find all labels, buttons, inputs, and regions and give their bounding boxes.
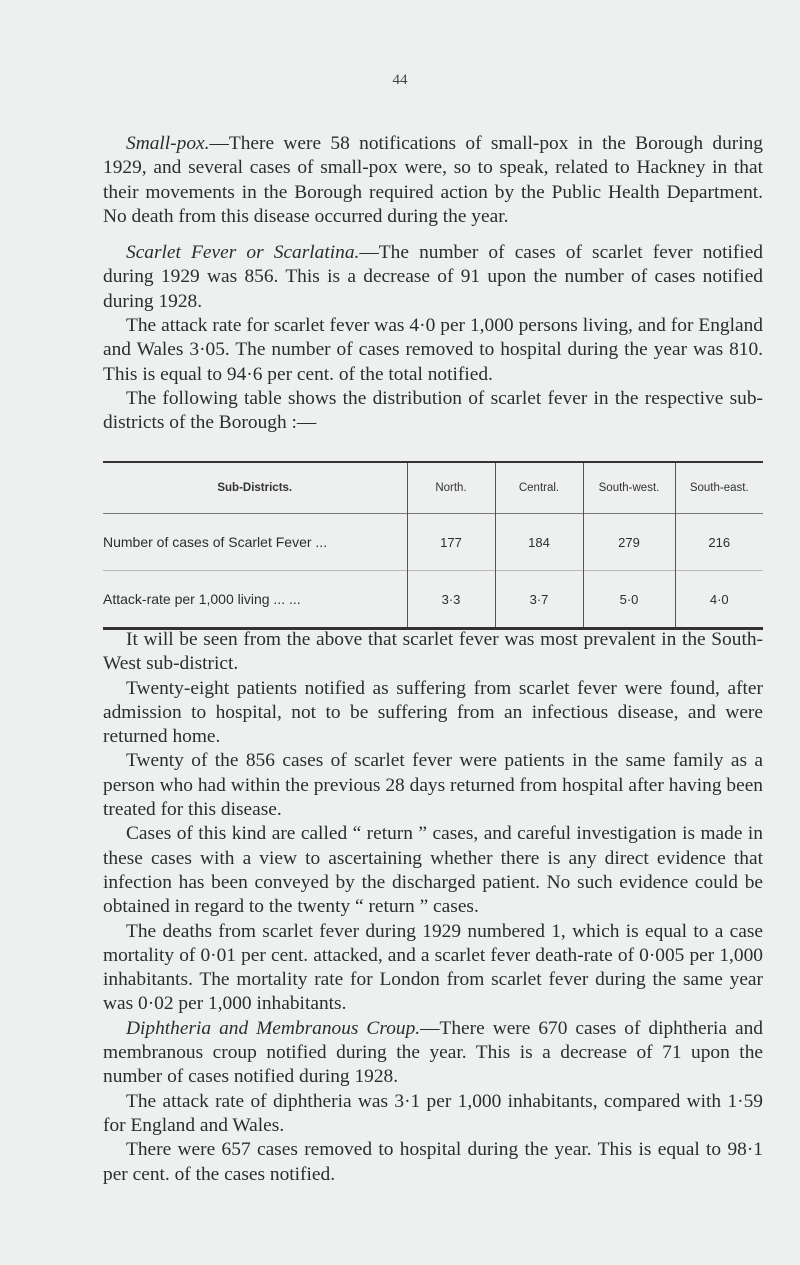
section-heading-scarlet-fever: Scarlet Fever or Scarlatina. [126,242,360,264]
column-header: Central. [495,462,583,514]
section-heading-diphtheria: Diphtheria and Membranous Croup. [126,1017,421,1039]
row-label: Number of cases of Scarlet Fever ... [103,534,328,550]
paragraph-not-infectious: Twenty-eight patients notified as suffering from scarlet fever were found, after admission to hospital, not to be suffering from an infectious disease, and were returned home. [103,677,763,748]
table-cell: 177 [407,514,495,571]
paragraph-prevalence: It will be seen from the above that scarlet fever was most prevalent in the South-West sub-district. [103,629,763,675]
table-cell: 3·7 [495,571,583,629]
table-cell: 184 [495,514,583,571]
paragraph-table-intro: The following table shows the distribution of scarlet fever in the respective sub-districts of the Borough :— [103,387,763,434]
row-label: Attack-rate per 1,000 living ... ... [103,591,301,607]
column-header: North. [407,462,495,514]
paragraph-return-cases: Cases of this kind are called “ return ” cases, and careful investigation is made in these cases with a view to ascertaining whether there is any direct evidence that infection has been conveyed by the discharged patient. No such evidence could be obtained in regard to the twenty “ return ” cases. [103,823,763,918]
paragraph-diphtheria: Diphtheria and Membranous Croup.—There were 670 cases of diphtheria and membranous croup notified during the year. This is a decrease of 71 upon the number of cases notified during 1928. [103,1017,763,1088]
table-header-row [103,462,763,514]
text-block-top [103,132,763,436]
paragraph-deaths: The deaths from scarlet fever during 1929 numbered 1, which is equal to a case mortality of 0·01 per cent. attacked, and a scarlet fever death-rate of 0·005 per 1,000 inhabitants. The mortality rate for London from scarlet fever during the same year was 0·02 per 1,000 inhabitants. [103,920,763,1015]
paragraph-same-family: Twenty of the 856 cases of scarlet fever were patients in the same family as a person who had within the previous 28 days returned from hospital after having been treated for this disease. [103,750,763,821]
column-header: Sub-Districts. [217,482,293,494]
paragraph-diphtheria-hospital: There were 657 cases removed to hospital during the year. This is equal to 98·1 per cent. of the cases notified. [103,1139,763,1185]
table-cell: 3·3 [407,571,495,629]
column-header: South-west. [583,462,675,514]
section-heading-smallpox: Small-pox. [126,133,210,154]
table-cell: 4·0 [675,571,763,629]
scarlet-fever-table [103,461,763,630]
paragraph-smallpox: Small-pox.—There were 58 notifications of small-pox in the Borough during 1929, and several cases of small-pox were, so to speak, related to Hackney in that their movements in the Borough required action by the Public Health Department. No death from this disease occurred during the year. [103,133,763,227]
table-row [103,571,763,629]
column-header: South-east. [675,462,763,514]
text-block-bottom [103,628,763,1187]
page-number: 44 [392,72,408,88]
paragraph-diphtheria-rate: The attack rate of diphtheria was 3·1 per 1,000 inhabitants, compared with 1·59 for England and Wales. [103,1090,763,1136]
table-row [103,514,763,571]
table-cell: 279 [583,514,675,571]
table-cell: 5·0 [583,571,675,629]
table-cell: 216 [675,514,763,571]
paragraph-attack-rate: The attack rate for scarlet fever was 4·0 per 1,000 persons living, and for England and Wales 3·05. The number of cases removed to hospital during the year was 810. This is equal to 94·6 per cent. of the total notified. [103,315,763,385]
paragraph-scarlet-fever: Scarlet Fever or Scarlatina.—The number of cases of scarlet fever notified during 1929 was 856. This is a decrease of 91 upon the number of cases notified during 1928. [103,242,764,312]
